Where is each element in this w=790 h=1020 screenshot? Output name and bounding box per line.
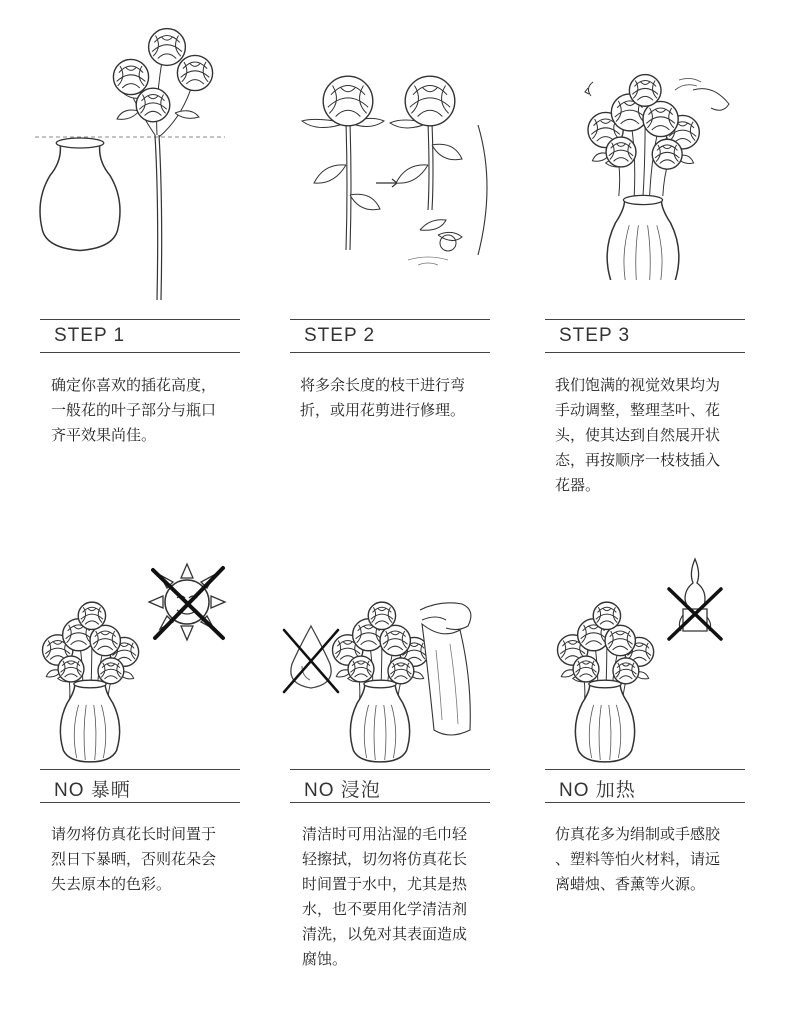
step-label-text: STEP 3 (559, 325, 631, 346)
no-water-label (290, 769, 490, 803)
caution-label-text: NO 暴晒 (54, 780, 131, 801)
vase-and-rose-stem-icon (35, 25, 245, 310)
no-heat-description: 仿真花多为绢制或手感胶 、塑料等怕火材料，请远 离蜡烛、香薰等火源。 (555, 825, 721, 893)
step-1-description: 确定你喜欢的插花高度， 一般花的叶子部分与瓶口 齐平效果尚佳。 (51, 376, 217, 444)
step-1-label (40, 319, 240, 353)
step-label-text: STEP 2 (304, 325, 376, 346)
crossed-flame-icon (663, 555, 728, 645)
step-2-description: 将多余长度的枝干进行弯 折，或用花剪进行修理。 (300, 376, 466, 419)
step-2-label (290, 319, 490, 353)
rose-bouquet-in-vase-icon (543, 60, 753, 280)
rose-stem-trimming-icon (288, 65, 498, 285)
step-3-label (545, 319, 745, 353)
no-heat-label (545, 769, 745, 803)
crossed-sun-icon (145, 560, 230, 645)
step-3-description: 我们饱满的视觉效果均为 手动调整，整理茎叶、花 头，使其达到自然展开状 态，再按顺序一枝枝插入 花器。 (555, 376, 721, 494)
caution-label-text: NO 加热 (559, 780, 636, 801)
caution-label-text: NO 浸泡 (304, 780, 381, 801)
rose-bouquet-in-vase-icon (310, 580, 480, 765)
no-sun-description: 请勿将仿真花长时间置于 烈日下暴晒，否则花朵会 失去原本的色彩。 (51, 825, 217, 893)
no-sun-label (40, 769, 240, 803)
step-label-text: STEP 1 (54, 325, 126, 346)
no-water-description: 清洁时可用沾湿的毛巾轻 轻擦拭，切勿将仿真花长 时间置于水中，尤其是热 水，也不要用化学清洁剂 清洗，以免对其表面造成 腐蚀。 (302, 825, 468, 968)
